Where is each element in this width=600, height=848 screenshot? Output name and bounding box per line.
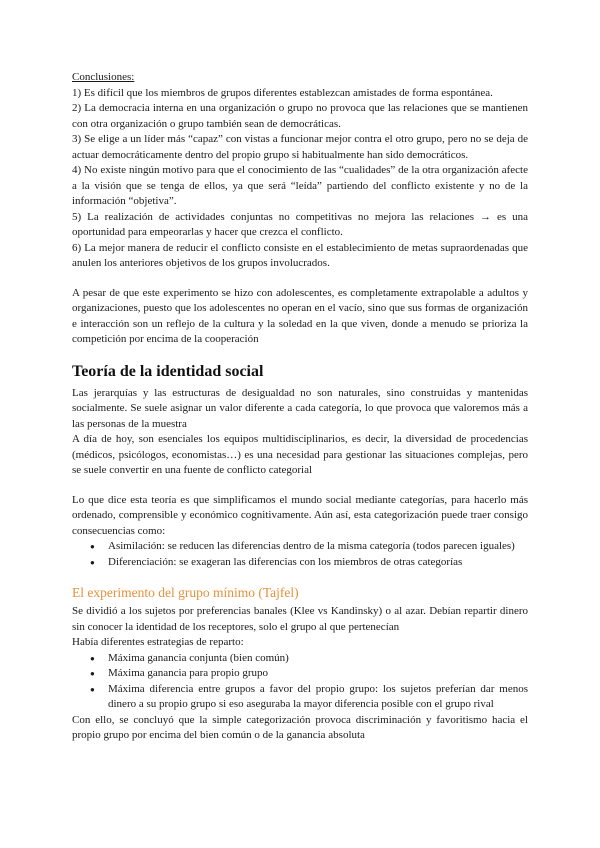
list-item: ● Máxima ganancia conjunta (bien común) [108, 651, 528, 667]
conclusion-item: 4) No existe ningún motivo para que el conocimiento de las “cualidades” de la otra organización afecte a la visión que se tenga de ellos, ya que será “leída” partiendo del conflicto existente y no de la información “objetiva”. [72, 164, 528, 207]
conclusion-item: 6) La mejor manera de reducir el conflicto consiste en el establecimiento de metas supraordenadas que anulen los anteriores objetivos de los grupos involucrados. [72, 241, 528, 269]
strategies-list [72, 651, 528, 713]
conclusions-closing-paragraph: A pesar de que este experimento se hizo con adolescentes, es completamente extrapolable a adultos y organizaciones, puesto que los adolescentes no operan en el vacío, sino que sus formas de organización e interacción son un reflejo de la cultura y la soledad en la que viven, donde a menudo se prioriza la competición por encima de la cooperación [72, 286, 528, 345]
conclusion-item: 1) Es difícil que los miembros de grupos diferentes establezcan amistades de forma espontánea. [72, 86, 493, 99]
list-item: ● Asimilación: se reducen las diferencias dentro de la misma categoría (todos parecen iguales) [108, 539, 528, 555]
document-page [72, 70, 528, 744]
social-identity-paragraph: Lo que dice esta teoría es que simplificamos el mundo social mediante categorías, para hacerlo más ordenado, comprensible y económico cognitivamente. Aún así, esta categorización puede traer consigo consecuencias como: [72, 493, 528, 537]
social-identity-paragraph: Las jerarquías y las estructuras de desigualdad no son naturales, sino construidas y mantenidas socialmente. Se suele asignar un valor diferente a cada categoría, lo que provoca que valoremos más a las personas de la muestra [72, 386, 528, 430]
consequences-list [72, 539, 528, 570]
conclusion-item: 2) La democracia interna en una organización o grupo no provoca que las relaciones que se mantienen con otra organización o grupo también sean de democráticas. [72, 102, 528, 130]
list-item: ● Máxima diferencia entre grupos a favor del propio grupo: los sujetos preferían dar menos dinero a su propio grupo si eso aseguraba la mayor diferencia posible con el grupo rival [108, 682, 528, 713]
minimal-group-paragraph: Había diferentes estrategias de reparto: [72, 636, 244, 648]
minimal-group-heading: El experimento del grupo mínimo (Tajfel) [72, 585, 299, 600]
conclusion-item: 5) La realización de actividades conjuntas no competitivas no mejora las relaciones → es una oportunidad para empeorarlas y hacer que crezca el conflicto. [72, 210, 528, 238]
list-item: ● Diferenciación: se exageran las diferencias con los miembros de otras categorías [108, 555, 528, 571]
minimal-group-paragraph: Se dividió a los sujetos por preferencias banales (Klee vs Kandinsky) o al azar. Debían repartir dinero sin conocer la identidad de los receptores, solo el grupo al que pertenecían [72, 605, 528, 633]
minimal-group-closing-paragraph: Con ello, se concluyó que la simple categorización provoca discriminación y favoritismo hacia el propio grupo por encima del bien común o de la ganancia absoluta [72, 713, 528, 741]
list-item: ● Máxima ganancia para propio grupo [108, 666, 528, 682]
conclusions-title: Conclusiones: [72, 71, 135, 83]
social-identity-heading: Teoría de la identidad social [72, 362, 264, 380]
conclusion-item: 3) Se elige a un líder más “capaz” con vistas a funcionar mejor contra el otro grupo, pero no se deja de actuar democráticamente dentro del propio grupo si habitualmente han sido democráticos. [72, 133, 528, 161]
social-identity-paragraph: A día de hoy, son esenciales los equipos multidisciplinarios, es decir, la diversidad de procedencias (médicos, psicólogos, economistas…) es una necesidad para gestionar las situaciones complejas, pero se suele convertir en una fuente de conflicto categorial [72, 433, 528, 476]
